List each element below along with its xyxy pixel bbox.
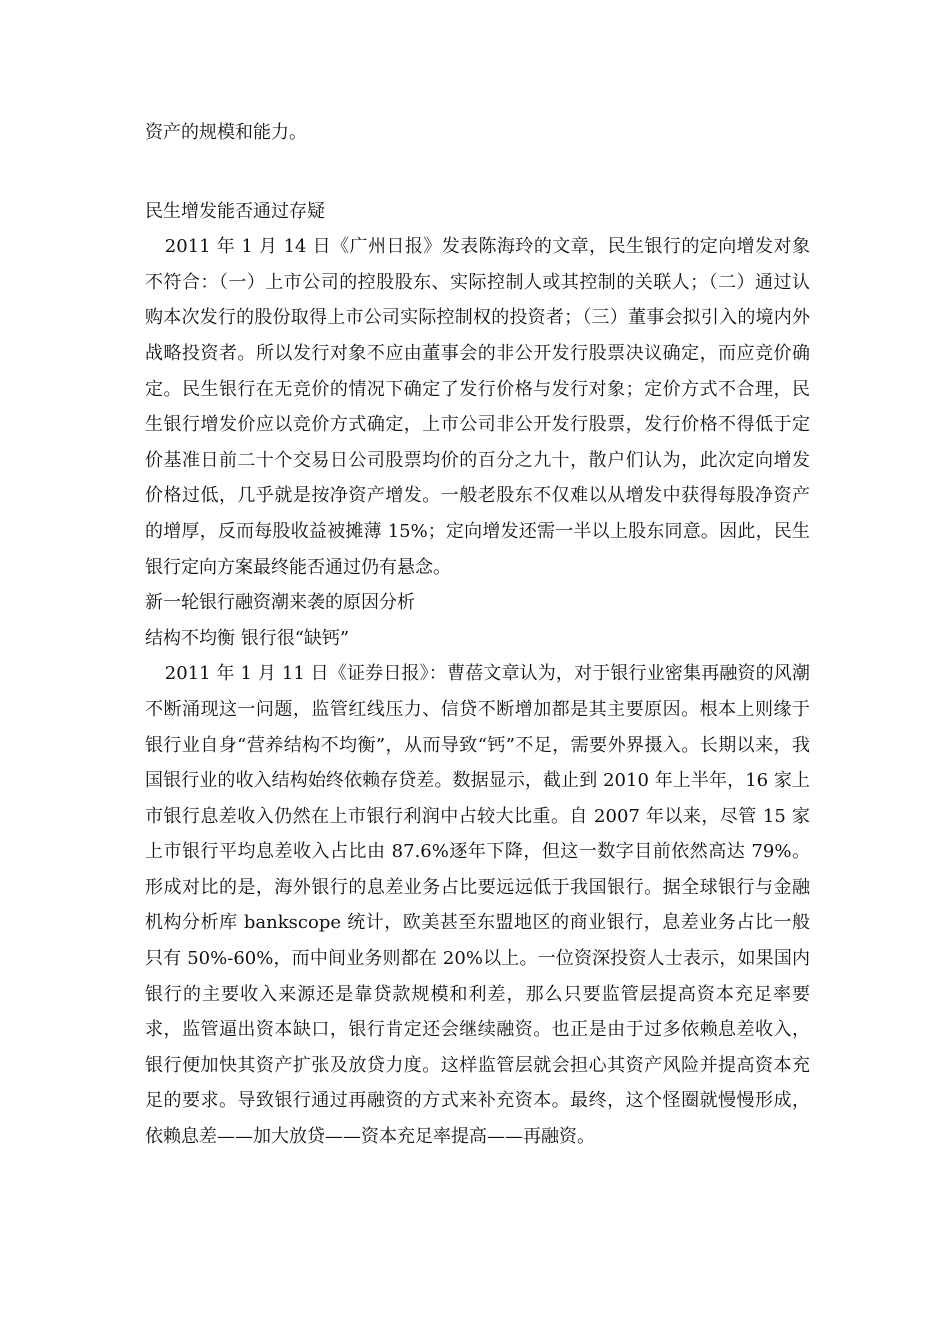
paragraph-continuation: 资产的规模和能力。 — [145, 122, 307, 143]
subheading-structure-imbalance: 结构不均衡 银行很“缺钙” — [145, 627, 350, 649]
paragraph-securities-daily: 2011 年 1 月 11 日《证券日报》：曹蓓文章认为，对于银行业密集再融资的风潮不断涌现这一问题，监管红线压力、信贷不断增加都是其主要原因。根本上则缘于银行业自身“营养结构不均衡”，从而导致“钙”不足，需要外界摄入。长期以来，我国银行业的收入结构始终依赖存贷差。数据显示，截止到 2010 年上半年，16 家上市银行息差收入仍然在上市银行利润中占较大比重。自 2007 年以来，尽管 15 家上市银行平均息差收入占比由 87.6%逐年下降，但这一数字目前依然高达 79%。形成对比的是，海外银行的息差业务占比要远远低于我国银行。据全球银行与金融机构分析库 bankscope 统计，欧美甚至东盟地区的商业银行，息差业务占比一般只有 50%-60%，而中间业务则都在 20%以上。一位资深投资人士表示，如果国内银行的主要收入来源还是靠贷款规模和利差，那么只要监管层提高资本充足率要求，监管逼出资本缺口，银行肯定还会继续融资。也正是由于过多依赖息差收入，银行便加快其资产扩张及放贷力度。这样监管层就会担心其资产风险并提高资本充足的要求。导致银行通过再融资的方式来补充资本。最终，这个怪圈就慢慢形成，依赖息差——加大放贷——资本充足率提高——再融资。 — [145, 663, 810, 1148]
paragraph-minsheng: 2011 年 1 月 14 日《广州日报》发表陈海玲的文章，民生银行的定向增发对象不符合：（一）上市公司的控股股东、实际控制人或其控制的关联人；（二）通过认购本次发行的股份取得上市公司实际控制权的投资者；（三）董事会拟引入的境内外战略投资者。所以发行对象不应由董事会的非公开发行股票决议确定，而应竞价确定。民生银行在无竞价的情况下确定了发行价格与发行对象；定价方式不合理，民生银行增发价应以竞价方式确定，上市公司非公开发行股票，发行价格不得低于定价基准日前二十个交易日公司股票均价的百分之九十，散户们认为，此次定向增发价格过低，几乎就是按净资产增发。一般老股东不仅难以从增发中获得每股净资产的增厚，反而每股收益被摊薄 15%；定向增发还需一半以上股东同意。因此，民生银行定向方案最终能否通过仍有悬念。 — [145, 236, 810, 578]
document-body — [145, 115, 810, 1155]
section-gap — [145, 151, 810, 194]
section-heading-financing-wave: 新一轮银行融资潮来袭的原因分析 — [145, 592, 415, 614]
section-heading-minsheng: 民生增发能否通过存疑 — [145, 200, 325, 222]
